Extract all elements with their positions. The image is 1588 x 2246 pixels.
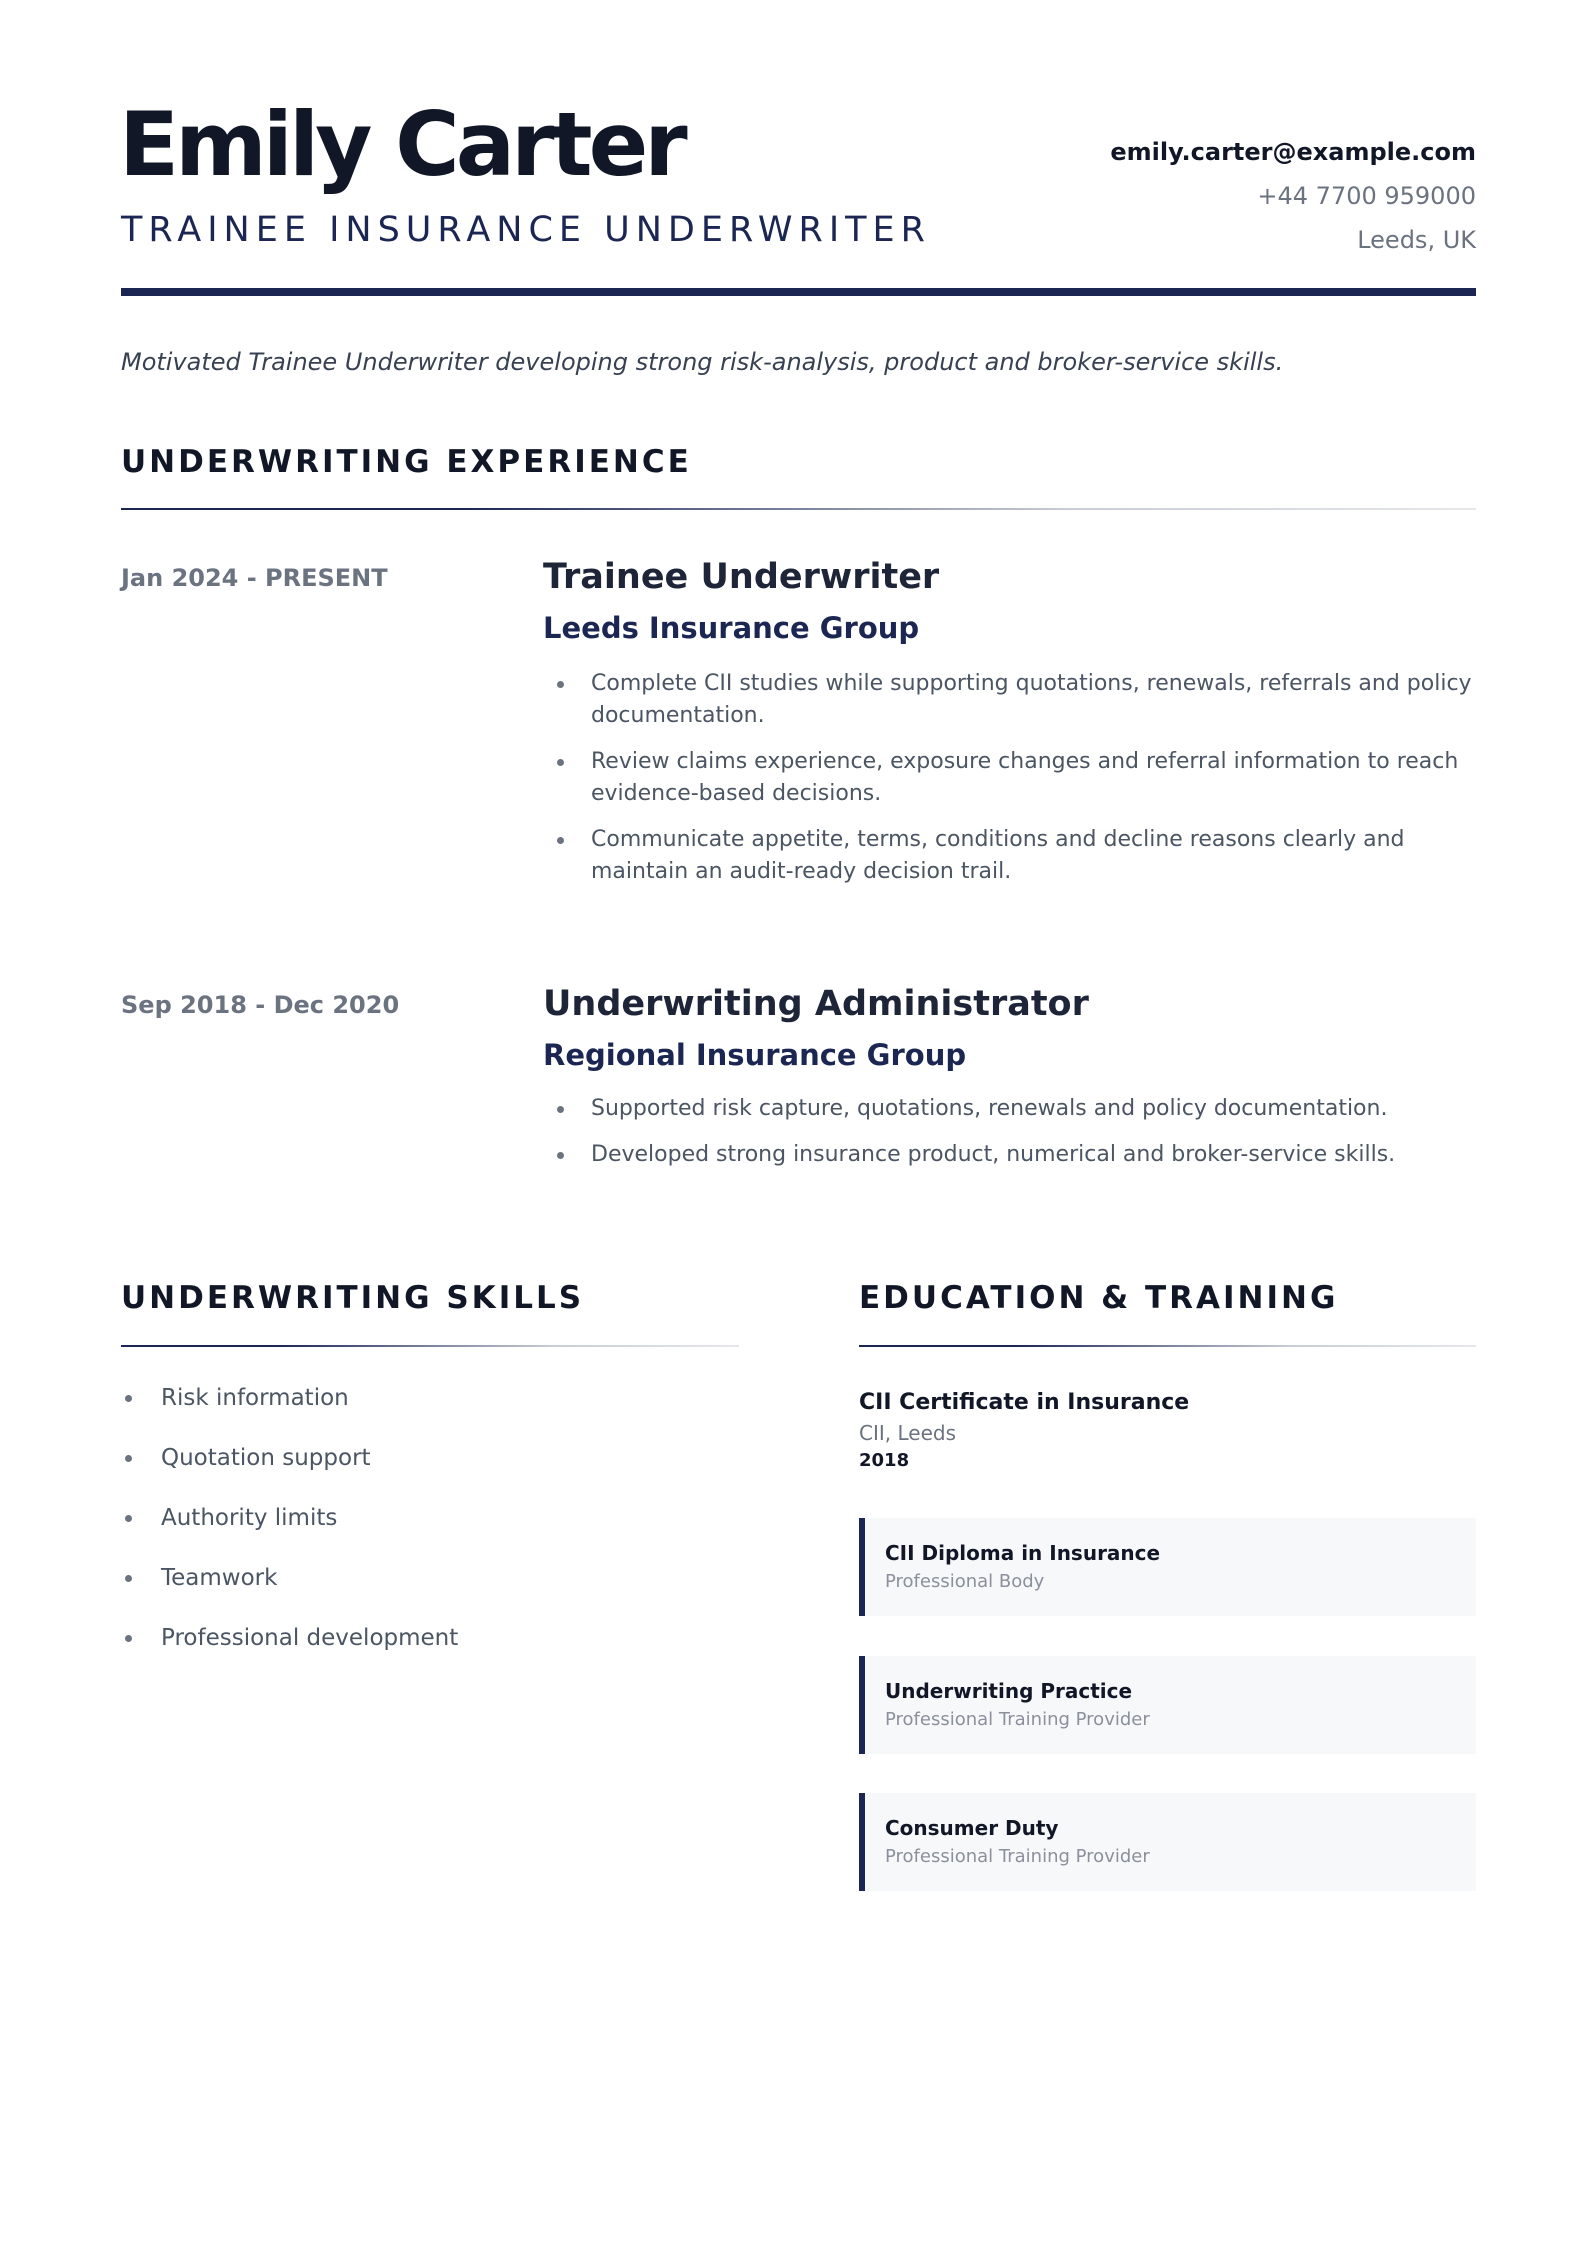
skill-item: Teamwork xyxy=(121,1558,458,1598)
job-bullet: Complete CII studies while supporting quotations, renewals, referrals and policy documentation. xyxy=(543,668,1476,732)
contact-location: Leeds, UK xyxy=(1357,226,1476,254)
job-company: Regional Insurance Group xyxy=(543,1038,967,1072)
job-dates: Jan 2024 - PRESENT xyxy=(121,564,388,592)
job-bullet: Review claims experience, exposure changes and referral information to reach evidence-based decisions. xyxy=(543,746,1476,810)
education-heading: EDUCATION & TRAINING xyxy=(859,1280,1339,1316)
qualification-year: 2018 xyxy=(859,1450,910,1471)
job-company: Leeds Insurance Group xyxy=(543,611,920,645)
resume-page xyxy=(121,0,1476,2246)
training-title: Underwriting Practice xyxy=(885,1679,1133,1703)
qualification-institution: CII, Leeds xyxy=(859,1421,956,1445)
experience-divider xyxy=(121,508,1476,510)
training-title: CII Diploma in Insurance xyxy=(885,1541,1161,1565)
contact-email[interactable]: emily.carter@example.com xyxy=(1110,138,1476,166)
profile-summary: Motivated Trainee Underwriter developing strong risk-analysis, product and broker-service skills. xyxy=(121,348,1284,376)
job-bullets xyxy=(543,668,1476,902)
skill-item: Authority limits xyxy=(121,1498,458,1538)
job-role: Trainee Underwriter xyxy=(543,557,940,597)
experience-heading: UNDERWRITING EXPERIENCE xyxy=(121,444,692,480)
header-divider xyxy=(121,288,1476,296)
skills-list xyxy=(121,1378,458,1678)
job-bullet: Communicate appetite, terms, conditions and decline reasons clearly and maintain an audit-ready decision trail. xyxy=(543,824,1476,888)
resume-header xyxy=(121,95,1476,295)
job-bullet: Supported risk capture, quotations, renewals and policy documentation. xyxy=(543,1093,1476,1125)
training-card xyxy=(859,1518,1476,1616)
training-provider: Professional Body xyxy=(885,1571,1045,1592)
job-bullets xyxy=(543,1093,1476,1185)
training-card xyxy=(859,1656,1476,1754)
training-card xyxy=(859,1793,1476,1891)
training-provider: Professional Training Provider xyxy=(885,1846,1150,1867)
contact-block xyxy=(1110,130,1476,262)
skill-item: Risk information xyxy=(121,1378,458,1418)
candidate-title: TRAINEE INSURANCE UNDERWRITER xyxy=(121,210,931,250)
contact-phone[interactable]: +44 7700 959000 xyxy=(1257,182,1476,210)
skills-heading: UNDERWRITING SKILLS xyxy=(121,1280,585,1316)
training-provider: Professional Training Provider xyxy=(885,1709,1150,1730)
job-dates: Sep 2018 - Dec 2020 xyxy=(121,991,400,1019)
qualification-title: CII Certificate in Insurance xyxy=(859,1390,1190,1415)
skill-item: Quotation support xyxy=(121,1438,458,1478)
skill-item: Professional development xyxy=(121,1618,458,1658)
job-role: Underwriting Administrator xyxy=(543,984,1089,1024)
job-bullet: Developed strong insurance product, numerical and broker-service skills. xyxy=(543,1139,1476,1171)
education-primary xyxy=(859,1388,1189,1474)
training-title: Consumer Duty xyxy=(885,1816,1059,1840)
candidate-name: Emily Carter xyxy=(119,93,684,196)
skills-divider xyxy=(121,1345,739,1347)
education-divider xyxy=(859,1345,1476,1347)
